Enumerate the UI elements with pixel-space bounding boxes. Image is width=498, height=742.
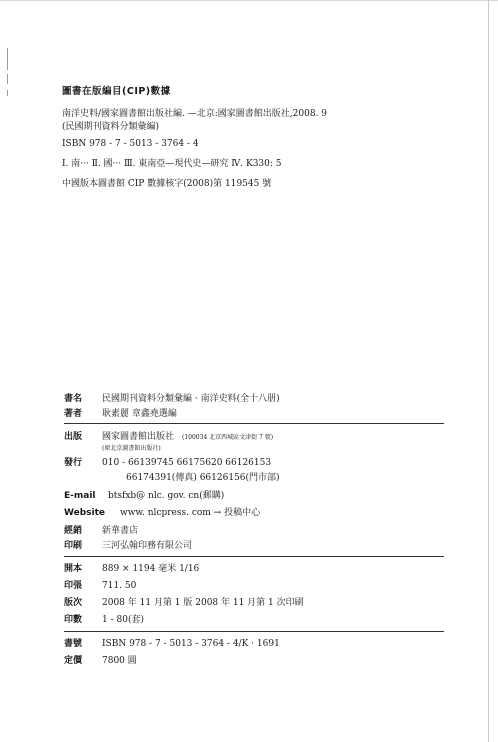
author: 耿素麗 章鑫堯選編 — [102, 409, 177, 419]
distributor-row — [64, 523, 444, 538]
colophon — [64, 391, 444, 670]
edition-label: 版次 — [64, 598, 83, 608]
printer: 三河弘翰印務有限公司 — [102, 541, 193, 551]
phones-line-1: 010 - 66139745 66175620 66126153 — [102, 458, 272, 468]
cip-isbn-line: ISBN 978 - 7 - 5013 - 3764 - 4 — [62, 139, 199, 149]
distribution-row — [64, 455, 444, 470]
phones-line-2: 66174391(傳真) 66126156(門市部) — [126, 473, 280, 483]
book-name: 民國期刊資料分類彙編 · 南洋史料(全十八册) — [102, 394, 280, 404]
distribution-label: 發行 — [64, 458, 83, 468]
separator — [64, 423, 444, 424]
printer-label: 印刷 — [64, 541, 83, 551]
format-label: 開本 — [64, 564, 83, 574]
publisher-row — [64, 429, 444, 443]
price-row — [64, 653, 444, 670]
binding-mark — [7, 48, 8, 70]
website-label: Website — [64, 508, 106, 518]
book-name-row — [64, 391, 444, 406]
print-run-label: 印數 — [64, 615, 83, 625]
distributor: 新華書店 — [102, 526, 139, 536]
format-row — [64, 561, 444, 578]
isbn-row — [64, 636, 444, 653]
binding-mark — [7, 74, 8, 84]
author-label: 著者 — [64, 409, 83, 419]
cip-heading: 圖書在版編目(CIP)數據 — [62, 86, 171, 97]
binding-mark — [7, 90, 8, 96]
isbn: ISBN 978 - 7 - 5013 - 3764 - 4/K · 1691 — [102, 639, 280, 649]
print-run: 1 - 80(套) — [102, 615, 144, 625]
cip-series-line: (民國期刊資料分類彙編) — [62, 122, 160, 132]
publisher: 國家圖書館出版社 — [102, 432, 175, 442]
email-row — [64, 488, 444, 505]
publisher-former-row — [102, 443, 444, 455]
sheets-row — [64, 578, 444, 595]
edition: 2008 年 11 月第 1 版 2008 年 11 月第 1 次印刷 — [102, 598, 304, 608]
separator — [64, 556, 444, 557]
price: 7800 圓 — [102, 656, 137, 666]
cip-title-line: 南洋史料/國家圖書館出版社編. —北京:國家圖書館出版社,2008. 9 — [62, 109, 328, 119]
isbn-label: 書號 — [64, 639, 83, 649]
author-row — [64, 406, 444, 421]
edition-row — [64, 595, 444, 612]
website-row — [64, 505, 444, 523]
price-label: 定價 — [64, 656, 83, 666]
cip-subject-line: Ⅰ. 南··· Ⅱ. 國··· Ⅲ. 東南亞—現代史—研究 Ⅳ. K330: 5 — [62, 159, 282, 169]
distributor-label: 經銷 — [64, 526, 83, 536]
publisher-former: (原北京圖書館出版社) — [102, 445, 161, 452]
website: www. nlcpress. com → 投稿中心 — [120, 508, 261, 518]
sheets-label: 印張 — [64, 581, 83, 591]
separator — [64, 631, 444, 632]
cip-block — [62, 83, 482, 191]
publisher-label: 出版 — [64, 432, 83, 442]
page-right-edge — [488, 0, 489, 742]
print-run-row — [64, 612, 444, 628]
printer-row — [64, 538, 444, 553]
email: btsfxb@ nlc. gov. cn(郵購) — [108, 491, 225, 501]
publisher-address: (100034 北京西城區文津街 7 號) — [182, 434, 274, 441]
page-top-edge — [0, 0, 498, 1]
sheets: 711. 50 — [102, 581, 137, 591]
cip-record-line: 中國版本圖書館 CIP 數據核字(2008)第 119545 號 — [62, 179, 272, 189]
phones-row-2 — [126, 470, 444, 488]
format: 889 × 1194 毫米 1/16 — [102, 564, 200, 574]
email-label: E-mail — [64, 491, 96, 501]
book-name-label: 書名 — [64, 394, 83, 404]
